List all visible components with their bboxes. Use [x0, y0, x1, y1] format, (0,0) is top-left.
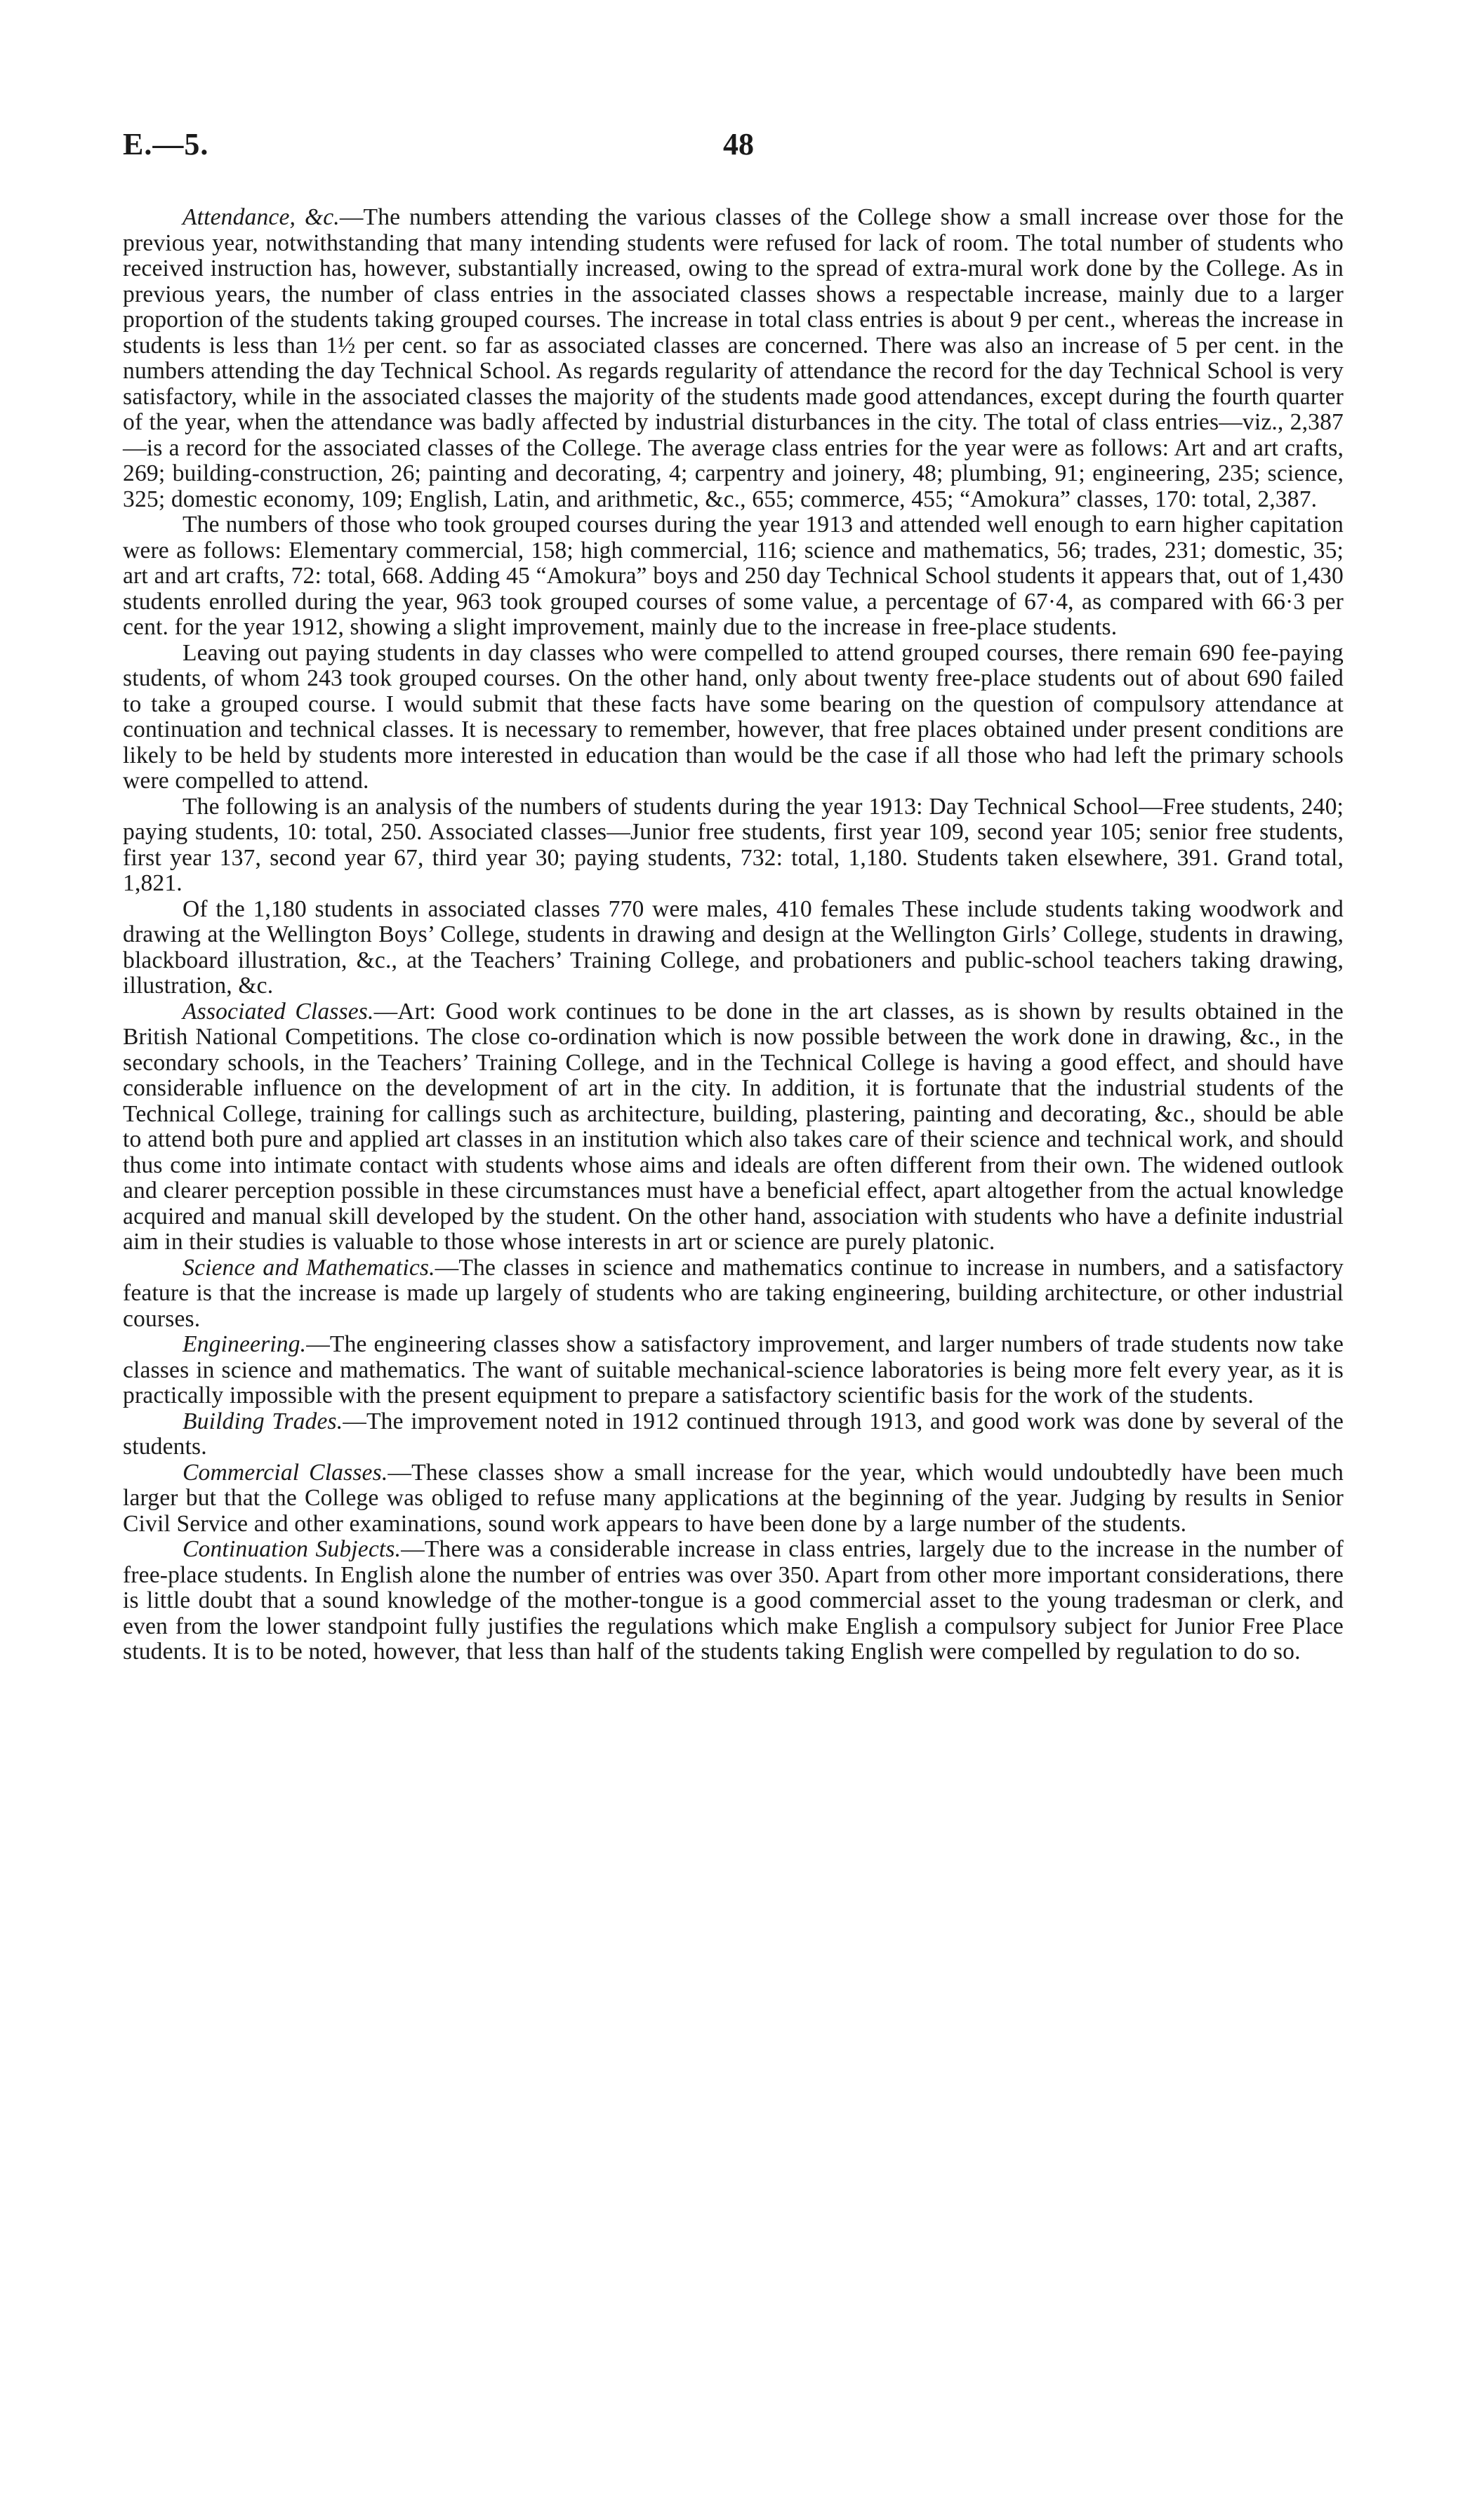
paragraph-text: —The improvement noted in 1912 continued through 1913, and good work was done by several of the students. [123, 1408, 1344, 1460]
paragraph-text: Of the 1,180 students in associated classes 770 were males, 410 females These include students taking woodwork and drawing at the Wellington Boys’ College, students in drawing and design at the Wellington Girls’ College, students in drawing, blackboard illustration, &c., at the Teachers’ Training College, and probationers and public-school teachers taking drawing, illustration, &c. [123, 895, 1344, 999]
page-header [123, 119, 1344, 182]
paragraph-analysis [123, 794, 1344, 897]
paragraph-heading: Continuation Subjects. [183, 1536, 402, 1562]
paragraph-text: —There was a considerable increase in class entries, largely due to the increase in the number of free-place students. In English alone the number of entries was over 350. Apart from other more important considerations, there is little doubt that a sound knowledge of the mother-tongue is a good commercial asset to the young tradesman or clerk, and even from the lower standpoint fully justifies the regulations which make English a compulsory subject for Junior Free Place students. It is to be noted, however, that less than half of the students taking English were compelled by regulation to do so. [123, 1536, 1344, 1665]
paragraph-text: —Art: Good work continues to be done in the art classes, as is shown by results obtained in the British National Competitions. The close co-ordination which is now possible between the work done in drawing, &c., in the secondary schools, in the Teachers’ Training College, and in the Technical College is having a good effect, and should have considerable influence on the development of art in the city. In addition, it is fortunate that the industrial students of the Technical College, training for callings such as architecture, building, plastering, painting and decorating, &c., should be able to attend both pure and applied art classes in an institution which also takes care of their science and technical work, and should thus come into intimate contact with students whose aims and ideals are often different from their own. The widened outlook and clearer perception possible in these circumstances must have a beneficial effect, apart altogether from the actual knowledge acquired and manual skill developed by the student. On the other hand, association with students who have a definite industrial aim in their studies is valuable to those whose interests in art or science are purely platonic. [123, 998, 1344, 1255]
paragraph-text: —The classes in science and mathematics continue to increase in numbers, and a satisfactory feature is that the increase is made up largely of students who are taking engineering, building architecture, or other industrial courses. [123, 1254, 1344, 1332]
paragraph-text: —The engineering classes show a satisfactory improvement, and larger numbers of trade students now take classes in science and mathematics. The want of suitable mechanical-science laboratories is being more felt every year, as it is practically impossible with the present equipment to prepare a satisfactory scientific basis for the work of the students. [123, 1331, 1344, 1408]
paragraph-engineering [123, 1332, 1344, 1409]
paragraph-heading: Associated Classes. [183, 998, 374, 1025]
paragraph-attendance [123, 205, 1344, 512]
paragraph-associated-classes [123, 999, 1344, 1255]
document-reference: E.—5. [123, 127, 209, 161]
paragraph-text: Leaving out paying students in day classes who were compelled to attend grouped courses, there remain 690 fee-paying students, of whom 243 took grouped courses. On the other hand, only about twenty free-place students out of about 690 failed to take a grouped course. I would submit that these facts have some bearing on the question of compulsory attendance at continuation and technical classes. It is necessary to remember, however, that free places obtained under present conditions are likely to be held by students more interested in education than would be the case if all those who had left the primary schools were compelled to attend. [123, 639, 1344, 794]
paragraph-heading: Commercial Classes. [183, 1459, 388, 1486]
report-body [123, 205, 1344, 1665]
paragraph-text: —These classes show a small increase for the year, which would undoubtedly have been much larger but that the College was obliged to refuse many applications at the beginning of the year. Judging by results in Senior Civil Service and other examinations, sound work appears to have been done by a large number of the students. [123, 1459, 1344, 1537]
paragraph-heading: Science and Mathematics. [183, 1254, 435, 1281]
paragraph-building-trades [123, 1409, 1344, 1460]
paragraph-text: The numbers of those who took grouped courses during the year 1913 and attended well enough to earn higher capitation were as follows: Elementary commercial, 158; high commercial, 116; science and mathematics, 56; trades, 231; domestic, 35; art and art crafts, 72: total, 668. Adding 45 “Amokura” boys and 250 day Technical School students it appears that, out of 1,430 students enrolled during the year, 963 took grouped courses of some value, a percentage of 67·4, as compared with 66·3 per cent. for the year 1912, showing a slight improvement, mainly due to the increase in free-place students. [123, 512, 1344, 640]
paragraph-paying-students [123, 641, 1344, 794]
paragraph-science-mathematics [123, 1255, 1344, 1333]
paragraph-heading: Building Trades. [183, 1408, 343, 1434]
page-number: 48 [723, 127, 754, 161]
paragraph-grouped-courses [123, 512, 1344, 641]
paragraph-commercial-classes [123, 1460, 1344, 1538]
paragraph-associated-students [123, 897, 1344, 999]
paragraph-continuation-subjects [123, 1537, 1344, 1665]
paragraph-text: —The numbers attending the various classes of the College show a small increase over those for the previous year, notwithstanding that many intending students were refused for lack of room. The total number of students who received instruction has, however, substantially increased, owing to the spread of extra-mural work done by the College. As in previous years, the number of class entries in the associated classes shows a respectable increase, mainly due to a larger proportion of the students taking grouped courses. The increase in total class entries is about 9 per cent., whereas the increase in students is less than 1½ per cent. so far as associated classes are concerned. There was also an increase of 5 per cent. in the numbers attending the day Technical School. As regards regularity of attendance the record for the day Technical School is very satisfactory, while in the associated classes the majority of the students made good attendances, except during the fourth quarter of the year, when the attendance was badly affected by industrial disturbances in the city. The total of class entries—viz., 2,387—is a record for the associated classes of the College. The average class entries for the year were as follows: Art and art crafts, 269; building-construction, 26; painting and decorating, 4; carpentry and joinery, 48; plumbing, 91; engineering, 235; science, 325; domestic economy, 109; English, Latin, and arithmetic, &c., 655; commerce, 455; “Amokura” classes, 170: total, 2,387. [123, 204, 1344, 512]
paragraph-heading: Attendance, &c. [183, 204, 340, 230]
paragraph-heading: Engineering. [183, 1331, 307, 1357]
paragraph-text: The following is an analysis of the numbers of students during the year 1913: Day Technical School—Free students, 240; paying students, 10: total, 250. Associated classes—Junior free students, first year 109, second year 105; senior free students, first year 137, second year 67, third year 30; paying students, 732: total, 1,180. Students taken elsewhere, 391. Grand total, 1,821. [123, 793, 1344, 896]
